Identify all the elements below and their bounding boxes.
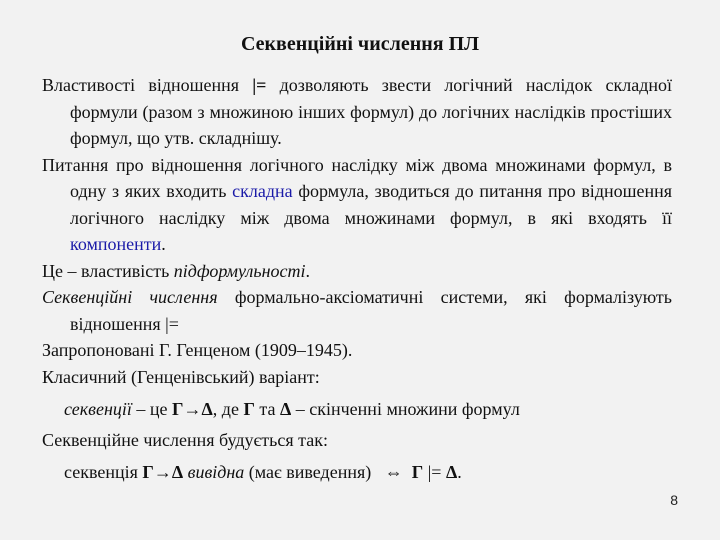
paragraph-gentzen: Запропоновані Г. Генценом (1909–1945).: [42, 340, 353, 360]
page-number: 8: [670, 492, 678, 508]
paragraph-definition: [42, 284, 672, 337]
gamma-symbol: Г: [142, 462, 154, 482]
text: .: [457, 462, 462, 482]
paragraph-subformula: [42, 258, 672, 285]
paragraph-properties: [42, 72, 672, 152]
text: дозволяють звести логічний наслідок складної формули (разом з множиною інших формул) до логічних наслідків простіших формул, що утв. складнішу.: [70, 75, 672, 148]
slide-title: Секвенційні числення ПЛ: [240, 33, 480, 55]
slide-content: [42, 72, 672, 486]
delta-symbol: Δ: [445, 462, 458, 482]
text: секвенція: [64, 462, 143, 482]
arrow-symbol: →: [183, 399, 202, 419]
sequent-derivable: [42, 459, 672, 486]
text: формально-аксіоматичні системи, які формалізують відношення |=: [70, 287, 672, 334]
text: Це – властивість: [42, 260, 174, 281]
text: Питання про відношення логічного наслідку між двома множинами формул, в одну з яких входить: [42, 154, 672, 201]
paragraph-classic-variant: Класичний (Генценівський) варіант:: [42, 366, 320, 387]
italic-term: вивідна: [187, 462, 245, 482]
italic-term: Секвенційні числення: [42, 287, 218, 307]
paragraph-construction: Секвенційне числення будується так:: [42, 429, 328, 450]
text: – скінченні множини формул: [291, 399, 520, 419]
text: формула, зводиться до питання про відношення логічного наслідку між двома множинами формул, в які входять її: [70, 181, 672, 228]
italic-term: підформульності: [173, 260, 306, 281]
gamma-symbol: Г: [411, 462, 424, 482]
text: |=: [423, 462, 446, 482]
entailment-symbol: |=: [252, 75, 267, 95]
delta-symbol: Δ: [201, 399, 213, 419]
text: [403, 462, 412, 482]
text: .: [161, 234, 166, 254]
gamma-symbol: Г: [243, 399, 255, 419]
text: (має виведення): [244, 462, 385, 482]
arrow-symbol: →: [153, 462, 172, 482]
paragraph-question: [42, 152, 672, 258]
text: – це: [131, 399, 173, 419]
highlight-complex: складна: [232, 181, 293, 201]
highlight-components: компоненти: [70, 234, 162, 254]
delta-symbol: Δ: [279, 399, 292, 419]
sequent-definition: [42, 396, 672, 423]
text: .: [305, 260, 310, 281]
iff-symbol: ⇔: [384, 462, 403, 482]
gamma-symbol: Г: [172, 399, 184, 419]
text: , де: [212, 399, 244, 419]
italic-term: секвенції: [64, 399, 132, 419]
delta-symbol: Δ: [171, 462, 184, 482]
text: Властивості відношення: [42, 75, 253, 95]
text: та: [254, 399, 280, 419]
